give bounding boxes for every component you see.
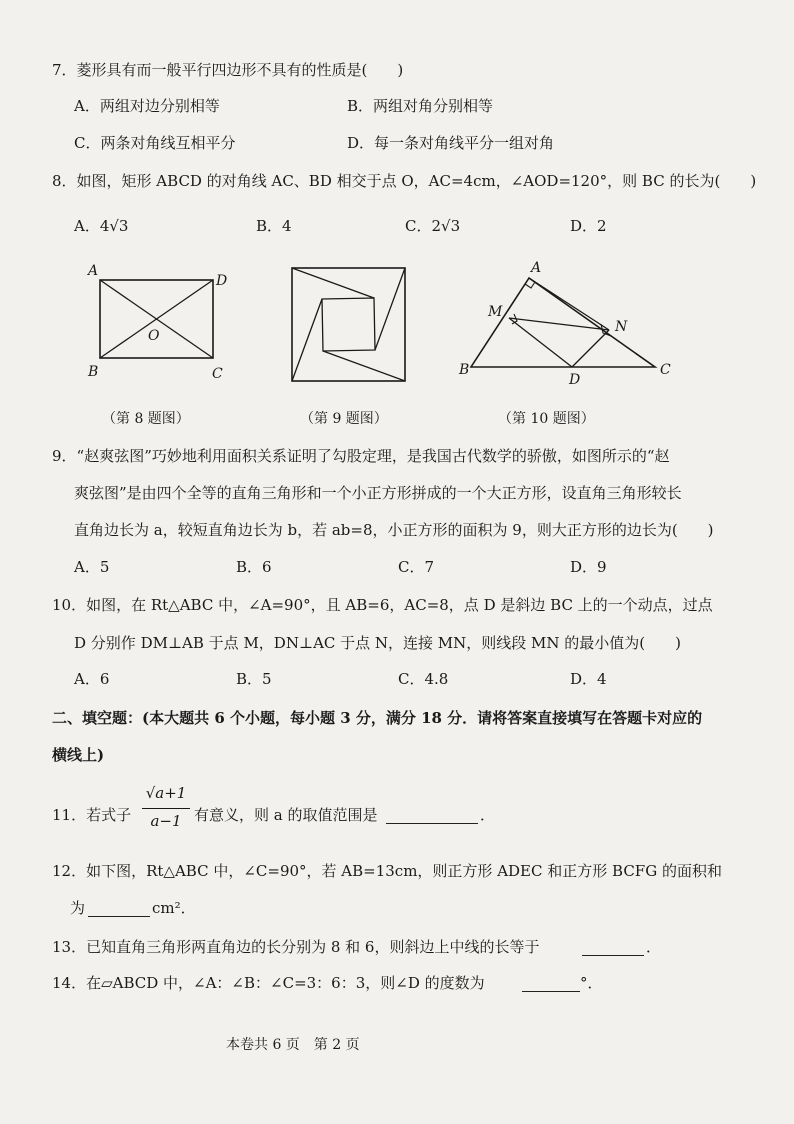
- q11-denominator: a−1: [150, 812, 182, 830]
- figure-10-right-triangle: [455, 256, 685, 386]
- q10-option-d: D．4: [570, 670, 607, 688]
- q8-stem: 8．如图，矩形 ABCD 的对角线 AC、BD 相交于点 O，AC=4cm，∠AOD=120°，则 BC 的长为( ): [52, 172, 757, 190]
- q7-option-c: C．两条对角线互相平分: [74, 134, 236, 152]
- q10-line-1: 10．如图，在 Rt△ABC 中，∠A=90°，且 AB=6，AC=8，点 D 是斜边 BC 上的一个动点，过点: [52, 596, 713, 614]
- figure-8-caption: （第 8 题图）: [102, 411, 190, 427]
- q11-fraction-bar: [142, 808, 190, 809]
- q11-suffix: 有意义，则 a 的取值范围是: [194, 806, 378, 824]
- q10-option-b: B．5: [236, 670, 272, 688]
- q11-answer-blank[interactable]: [386, 807, 478, 824]
- fig10-label-n: N: [615, 319, 628, 335]
- q10-line-2: D 分别作 DM⊥AB 于点 M，DN⊥AC 于点 N，连接 MN，则线段 MN 的最小值为( ): [74, 634, 682, 652]
- q12-answer-blank[interactable]: [88, 900, 150, 917]
- q7-option-a: A．两组对边分别相等: [74, 97, 220, 115]
- fig8-label-b: B: [88, 364, 99, 380]
- q14-answer-blank[interactable]: [522, 975, 580, 992]
- q9-option-b: B．6: [236, 558, 272, 576]
- q12-line-1: 12．如下图，Rt△ABC 中，∠C=90°，若 AB=13cm，则正方形 ADEC 和正方形 BCFG 的面积和: [52, 862, 722, 880]
- page-footer: 本卷共 6 页 第 2 页: [226, 1037, 360, 1053]
- q11-prefix: 11．若式子: [52, 806, 132, 824]
- q12-line-2-prefix: 为: [70, 899, 86, 917]
- q9-option-c: C．7: [398, 558, 435, 576]
- q13-text: 13．已知直角三角形两直角边的长分别为 8 和 6，则斜边上中线的长等于: [52, 938, 540, 956]
- q9-line-3: 直角边长为 a，较短直角边长为 b，若 ab=8，小正方形的面积为 9，则大正方形的边长为( ): [74, 521, 714, 539]
- fig8-label-a: A: [88, 263, 99, 279]
- section-2-heading: 二、填空题：(本大题共 6 个小题，每小题 3 分，满分 18 分．请将答案直接填写在答题卡对应的: [52, 709, 703, 727]
- q11-numerator: √a+1: [145, 784, 187, 802]
- q11-end: ．: [480, 806, 496, 824]
- q14-end: °．: [580, 974, 603, 992]
- q9-line-1: 9．“赵爽弦图”巧妙地利用面积关系证明了勾股定理，是我国古代数学的骄傲，如图所示的“赵: [52, 447, 670, 465]
- q10-option-a: A．6: [74, 670, 110, 688]
- q8-option-c: C．2√3: [405, 217, 461, 235]
- q7-stem: 7．菱形具有而一般平行四边形不具有的性质是( ): [52, 61, 404, 79]
- q8-option-d: D．2: [570, 217, 607, 235]
- fig10-label-m: M: [488, 304, 503, 320]
- q13-answer-blank[interactable]: [582, 939, 644, 956]
- fig10-label-c: C: [660, 362, 671, 378]
- q9-option-d: D．9: [570, 558, 607, 576]
- fig10-label-d: D: [569, 372, 581, 386]
- q10-option-c: C．4.8: [398, 670, 449, 688]
- q9-line-2: 爽弦图”是由四个全等的直角三角形和一个小正方形拼成的一个大正方形，设直角三角形较长: [74, 484, 682, 502]
- fig10-label-b: B: [459, 362, 470, 378]
- q13-end: ．: [646, 938, 662, 956]
- q7-option-b: B．两组对角分别相等: [347, 97, 494, 115]
- figure-10-caption: （第 10 题图）: [498, 411, 595, 427]
- fig8-label-d: D: [216, 273, 228, 289]
- figure-9-zhao-shuang-diagram: [286, 262, 412, 388]
- q8-option-b: B．4: [256, 217, 292, 235]
- fig8-label-c: C: [212, 366, 223, 382]
- figure-9-caption: （第 9 题图）: [300, 411, 388, 427]
- q12-line-2-suffix: cm²．: [152, 899, 196, 917]
- q7-option-d: D．每一条对角线平分一组对角: [347, 134, 555, 152]
- q8-option-a: A．4√3: [74, 217, 129, 235]
- figure-8-rectangle: [82, 258, 242, 386]
- q14-text: 14．在▱ABCD 中，∠A：∠B：∠C=3：6：3，则∠D 的度数为: [52, 974, 485, 992]
- fig10-label-a: A: [531, 260, 542, 276]
- section-2-heading-cont: 横线上): [52, 746, 105, 764]
- fig8-label-o: O: [148, 328, 160, 344]
- q9-option-a: A．5: [74, 558, 110, 576]
